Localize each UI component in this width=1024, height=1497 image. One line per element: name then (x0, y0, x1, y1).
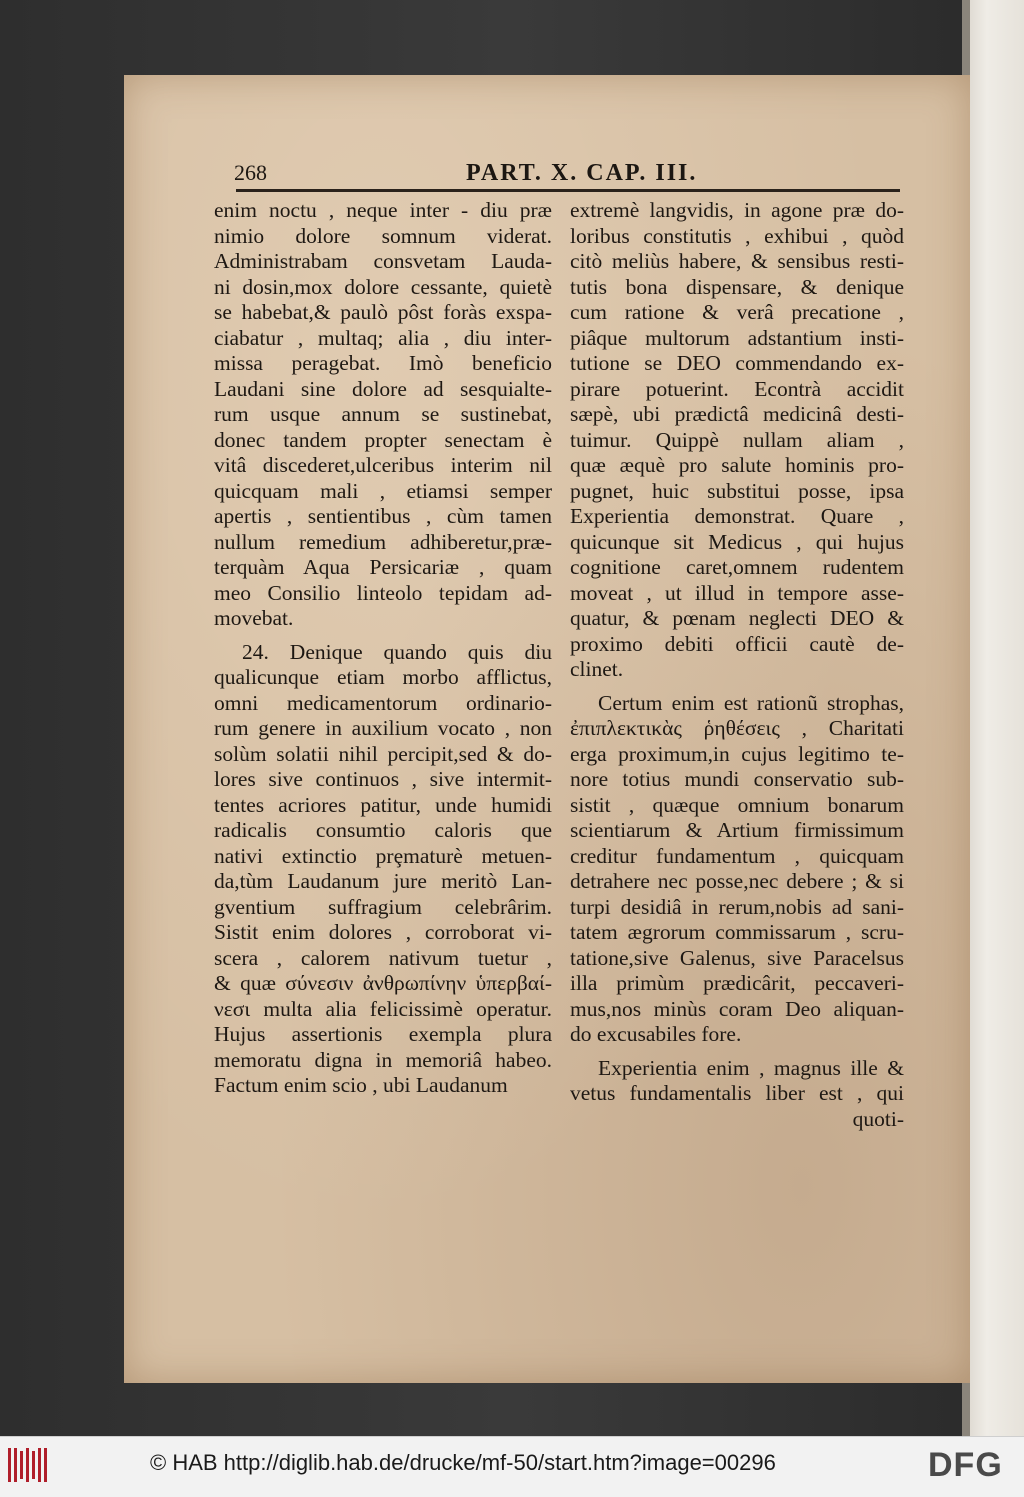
text-line: Administrabam consvetam Lauda- (214, 249, 552, 273)
text-line: cum ratione & verâ precatione , (570, 300, 904, 324)
text-line: movebat. (214, 606, 294, 630)
text-line: meo Consilio linteolo tepidam ad- (214, 580, 552, 605)
text-line: solùm solatii nihil percipit,sed & do- (214, 741, 552, 766)
text-line: pugnet, huic substitui posse, ipsa (570, 478, 904, 503)
text-line: tatione,sive Galenus, sive Paracelsus (570, 945, 904, 970)
text-line: tentes acriores patitur, unde humidi (214, 792, 552, 817)
text-line: qualicunque etiam morbo afflictus, (214, 665, 552, 689)
text-line: memoratu digna in memoriâ habeo. (214, 1047, 552, 1072)
text-line: moveat , ut illud in tempore asse- (570, 580, 904, 605)
text-line: clinet. (570, 657, 624, 681)
dfg-logo: DFG (928, 1446, 1003, 1484)
text-line: enim noctu , neque inter - diu præ (214, 198, 552, 222)
text-line: pirare potuerint. Econtrà accidit (570, 376, 904, 401)
paragraph-gap (570, 683, 904, 691)
text-line: omni medicamentorum ordinario- (214, 690, 552, 715)
right-text-column (570, 198, 904, 1132)
text-line: lores sive continuos , sive intermit- (214, 767, 552, 791)
text-line: νεσι multa alia felicissimè operatur. (214, 996, 552, 1021)
text-line: turpi desidiâ in rerum,nobis ad sani- (570, 894, 904, 919)
text-line: quæ æquè pro salute hominis pro- (570, 453, 904, 477)
text-line: apertis , sentientibus , cùm tamen (214, 504, 552, 528)
text-line: radicalis consumtio caloris que (214, 818, 552, 842)
running-title: PART. X. CAP. III. (466, 160, 698, 186)
text-line: ἐπιπλεκτικὰς ῥηθέσεις , Charitati (570, 716, 904, 740)
text-line: Laudani sine dolore ad sesquialte- (214, 376, 552, 401)
text-line: loribus constitutis , exhibui , quòd (570, 223, 904, 248)
text-line: Experientia demonstrat. Quare , (570, 504, 904, 528)
text-line: quatur, & pœnam neglecti DEO & (570, 606, 904, 630)
text-line: 24. Denique quando quis diu (242, 639, 552, 664)
text-line: ciabatur , multaq; alia , diu inter- (214, 325, 552, 350)
text-line: detrahere nec posse,nec debere ; & si (570, 869, 904, 893)
text-line: tuimur. Quippè nullam aliam , (570, 427, 904, 452)
text-line: quicunque sit Medicus , qui hujus (570, 529, 904, 554)
text-line: Hujus assertionis exempla plura (214, 1022, 552, 1046)
text-line: da,tùm Laudanum jure meritò Lan- (214, 869, 552, 893)
text-line: Certum enim est rationũ strophas, (598, 690, 904, 715)
left-text-column (214, 198, 552, 1099)
page-header (234, 160, 900, 186)
text-line: scientiarum & Artium firmissimum (570, 818, 904, 842)
text-line: sistit , quæque omnium bonarum (570, 792, 904, 817)
text-line: piâque multorum adstantium insti- (570, 325, 904, 350)
text-line: extremè langvidis, in agone præ do- (570, 198, 904, 222)
text-line: Sistit enim dolores , corroborat vi- (214, 920, 552, 944)
text-line: mus,nos minùs coram Deo aliquan- (570, 996, 904, 1021)
text-line: citò meliùs habere, & sensibus resti- (570, 249, 904, 273)
paragraph-gap (570, 1048, 904, 1056)
text-line: gventium suffragium celebrârim. (214, 894, 552, 919)
text-line: tatem ægrorum commissarum , scru- (570, 920, 904, 944)
text-line: sæpè, ubi prædictâ medicinâ desti- (570, 402, 904, 426)
text-line: cognitione caret,omnem rudentem (570, 555, 904, 579)
text-line: nullum remedium adhiberetur,præ- (214, 529, 552, 554)
page-number: 268 (234, 160, 267, 185)
text-line: erga proximum,in cujus legitimo te- (570, 741, 904, 766)
text-line: do excusabiles fore. (570, 1022, 742, 1046)
text-line: vetus fundamentalis liber est , qui (570, 1081, 904, 1105)
text-line: terquàm Aqua Persicariæ , quam (214, 555, 552, 579)
text-line: rum usque annum se sustinebat, (214, 402, 552, 426)
header-rule (236, 189, 900, 192)
text-line: proximo debiti officii cautè de- (570, 631, 904, 656)
text-line: scera , calorem nativum tuetur , (214, 945, 552, 970)
text-line: & quæ σύνεσιν ἀνθρωπίνην ὑπερβαί- (214, 971, 552, 995)
copyright-link[interactable]: © HAB http://diglib.hab.de/drucke/mf-50/start.htm?image=00296 (150, 1450, 776, 1475)
text-line: ni dosin,mox dolore cessante, quietè (214, 274, 552, 299)
text-line: quicquam mali , etiamsi semper (214, 478, 552, 503)
text-line: donec tandem propter senectam è (214, 427, 552, 452)
paragraph-gap (214, 632, 552, 640)
adjacent-page-edge (962, 0, 1024, 1436)
text-line: nativi extinctio prȩmaturè metuen- (214, 843, 552, 868)
text-line: quoti- (852, 1106, 904, 1131)
text-line: nore totius mundi conservatio sub- (570, 767, 904, 791)
hab-logo-icon (8, 1448, 48, 1482)
text-line: tutis bona dispensare, & denique (570, 274, 904, 299)
text-line: tutione se DEO commendando ex- (570, 351, 904, 375)
text-line: missa peragebat. Imò beneficio (214, 351, 552, 375)
text-line: rum genere in auxilium vocato , non (214, 716, 552, 740)
text-line: se habebat,& paulò pôst foràs exspa- (214, 300, 552, 324)
text-line: creditur fundamentum , quicquam (570, 843, 904, 868)
text-line: vitâ discederet,ulceribus interim nil (214, 453, 552, 477)
text-line: nimio dolore somnum viderat. (214, 223, 552, 248)
text-line: Experientia enim , magnus ille & (598, 1055, 904, 1080)
text-line: Factum enim scio , ubi Laudanum (214, 1073, 508, 1097)
text-line: illa primùm prædicârit, peccaveri- (570, 971, 904, 995)
